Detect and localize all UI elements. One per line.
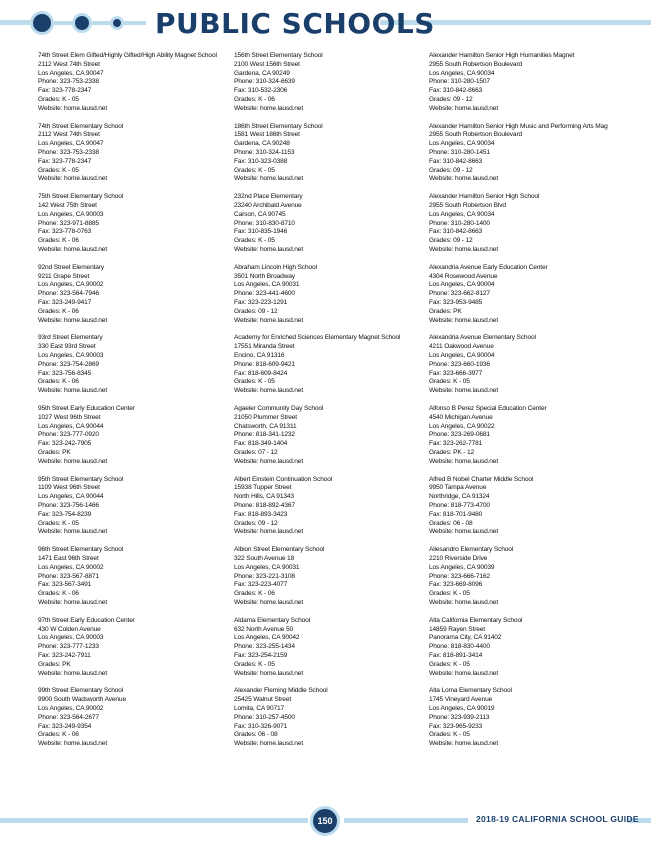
- school-name: 92nd Street Elementary: [38, 263, 104, 271]
- fax: Fax: 323-223-4077: [234, 581, 288, 589]
- school-name: 97th Street Early Education Center: [38, 616, 135, 624]
- school-entry: [234, 334, 434, 405]
- fax: Fax: 323-567-3491: [38, 581, 92, 589]
- street-address: 4211 Oakwood Avenue: [429, 343, 494, 351]
- school-entry: [429, 123, 629, 194]
- school-name: 232nd Place Elementary: [234, 193, 303, 201]
- school-entry: [234, 193, 434, 264]
- grades: Grades: PK - 12: [429, 448, 475, 456]
- grades: Grades: K - 05: [234, 237, 275, 245]
- grades: Grades: 09 - 12: [429, 237, 473, 245]
- fax: Fax: 323-249-9354: [38, 722, 92, 730]
- phone: Phone: 323-753-2338: [38, 78, 99, 86]
- street-address: 21050 Plummer Street: [234, 413, 297, 421]
- website: Website: home.lausd.net: [234, 669, 304, 677]
- phone: Phone: 310-280-1507: [429, 78, 490, 86]
- phone: Phone: 323-221-3108: [234, 572, 295, 580]
- street-address: 2955 South Robertson Boulevard: [429, 60, 523, 68]
- school-entry: [38, 687, 238, 758]
- city-state-zip: Carson, CA 90745: [234, 210, 286, 218]
- street-address: 15938 Tupper Street: [234, 484, 292, 492]
- school-name: Alfred B Nobel Charter Middle School: [429, 475, 534, 483]
- school-name: 95th Street Elementary School: [38, 475, 124, 483]
- street-address: 9950 Tampa Avenue: [429, 484, 487, 492]
- grades: Grades: K - 05: [234, 660, 275, 668]
- street-address: 2112 West 74th Street: [38, 131, 100, 139]
- fax: Fax: 310-532-2306: [234, 87, 288, 95]
- website: Website: home.lausd.net: [38, 175, 108, 183]
- website: Website: home.lausd.net: [38, 457, 108, 465]
- website: Website: home.lausd.net: [429, 387, 499, 395]
- phone: Phone: 323-753-2338: [38, 148, 99, 156]
- website: Website: home.lausd.net: [38, 104, 108, 112]
- city-state-zip: Los Angeles, CA 90031: [234, 281, 300, 289]
- fax: Fax: 310-326-9071: [234, 722, 288, 730]
- fax: Fax: 310-323-0388: [234, 157, 288, 165]
- school-name: Albert Einstein Continuation School: [234, 475, 333, 483]
- fax: Fax: 323-778-2347: [38, 157, 92, 165]
- phone: Phone: 323-777-0920: [38, 431, 99, 439]
- school-entry: [234, 546, 434, 617]
- street-address: 3501 North Broadway: [234, 272, 295, 280]
- grades: Grades: 06 - 08: [429, 519, 473, 527]
- website: Website: home.lausd.net: [429, 740, 499, 748]
- footer-rule-right: [344, 818, 468, 823]
- school-name: Alexander Hamilton Senior High Humanities Magnet: [429, 52, 575, 59]
- grades: Grades: K - 06: [234, 590, 275, 598]
- fax: Fax: 323-262-7781: [429, 440, 483, 448]
- city-state-zip: Los Angeles, CA 90042: [234, 634, 300, 642]
- school-entry: [429, 687, 629, 758]
- street-address: 2955 South Robertson Blvd: [429, 201, 506, 209]
- street-address: 330 East 93rd Street: [38, 343, 96, 351]
- phone: Phone: 323-971-8885: [38, 219, 99, 227]
- website: Website: home.lausd.net: [234, 740, 304, 748]
- city-state-zip: Gardena, CA 90248: [234, 140, 290, 148]
- city-state-zip: Los Angeles, CA 90031: [234, 563, 300, 571]
- footer-rule-left: [0, 818, 308, 823]
- street-address: 2100 West 156th Street: [234, 60, 300, 68]
- phone: Phone: 323-939-2113: [429, 713, 490, 721]
- grades: Grades: K - 05: [234, 166, 275, 174]
- phone: Phone: 310-830-8710: [234, 219, 295, 227]
- school-name: Alfonso B Perez Special Education Center: [429, 404, 547, 412]
- phone: Phone: 323-441-4600: [234, 290, 295, 298]
- website: Website: home.lausd.net: [234, 316, 304, 324]
- school-name: 99th Street Elementary School: [38, 687, 124, 695]
- grades: Grades: PK: [38, 448, 71, 456]
- fax: Fax: 323-669-8096: [429, 581, 483, 589]
- street-address: 322 South Avenue 18: [234, 554, 295, 562]
- school-name: Agaeler Community Day School: [234, 404, 324, 412]
- fax: Fax: 323-953-9485: [429, 298, 483, 306]
- school-name: 156th Street Elementary School: [234, 52, 323, 59]
- school-entry: [429, 193, 629, 264]
- grades: Grades: PK: [38, 660, 71, 668]
- phone: Phone: 323-756-1466: [38, 501, 99, 509]
- website: Website: home.lausd.net: [38, 669, 108, 677]
- school-entry: [234, 52, 434, 123]
- school-entry: [38, 123, 238, 194]
- school-name: Aliesandro Elementary School: [429, 546, 514, 554]
- street-address: 9211 Grape Street: [38, 272, 90, 280]
- grades: Grades: 09 - 12: [234, 519, 278, 527]
- phone: Phone: 323-777-1233: [38, 643, 99, 651]
- school-entry: [38, 334, 238, 405]
- website: Website: home.lausd.net: [429, 175, 499, 183]
- website: Website: home.lausd.net: [234, 598, 304, 606]
- school-name: Alta California Elementary School: [429, 616, 523, 624]
- city-state-zip: Chatsworth, CA 91311: [234, 422, 297, 430]
- school-name: 96th Street Elementary School: [38, 546, 124, 554]
- school-name: Alexandria Avenue Early Education Center: [429, 263, 548, 271]
- city-state-zip: Los Angeles, CA 90047: [38, 69, 104, 77]
- grades: Grades: K - 06: [38, 731, 79, 739]
- school-entry: [38, 264, 238, 335]
- street-address: 23240 Archibald Avenue: [234, 201, 302, 209]
- school-name: Alexander Hamilton Senior High Music and Performing Arts Mag: [429, 122, 608, 130]
- page-title: PUBLIC SCHOOLS: [155, 7, 435, 40]
- website: Website: home.lausd.net: [429, 669, 499, 677]
- fax: Fax: 310-835-1946: [234, 228, 288, 236]
- header-rule-mid: [54, 21, 146, 25]
- city-state-zip: Los Angeles, CA 90002: [38, 704, 104, 712]
- fax: Fax: 323-254-2159: [234, 651, 288, 659]
- phone: Phone: 323-754-2869: [38, 360, 99, 368]
- school-entry: [234, 405, 434, 476]
- school-entry: [429, 334, 629, 405]
- school-name: 74th Street Elem Gifted/Highly Gifted/High Ability Magnet School: [38, 52, 217, 59]
- city-state-zip: Los Angeles, CA 90003: [38, 351, 104, 359]
- street-address: 17551 Miranda Street: [234, 343, 295, 351]
- school-name: Alexander Hamilton Senior High School: [429, 193, 540, 201]
- phone: Phone: 323-564-2677: [38, 713, 99, 721]
- city-state-zip: Los Angeles, CA 90003: [38, 634, 104, 642]
- city-state-zip: Los Angeles, CA 90034: [429, 140, 495, 148]
- fax: Fax: 323-965-9233: [429, 722, 483, 730]
- school-entry: [429, 617, 629, 688]
- city-state-zip: Los Angeles, CA 90044: [38, 493, 104, 501]
- city-state-zip: Northridge, CA 91324: [429, 493, 490, 501]
- fax: Fax: 323-242-7911: [38, 651, 91, 659]
- fax: Fax: 818-891-3414: [429, 651, 483, 659]
- city-state-zip: Panorama City, CA 91402: [429, 634, 502, 642]
- grades: Grades: K - 06: [38, 590, 79, 598]
- school-entry: [234, 264, 434, 335]
- school-entry: [234, 123, 434, 194]
- street-address: 4540 Michigan Avenue: [429, 413, 493, 421]
- city-state-zip: Los Angeles, CA 90019: [429, 704, 495, 712]
- grades: Grades: K - 06: [38, 307, 79, 315]
- phone: Phone: 323-269-0681: [429, 431, 490, 439]
- fax: Fax: 323-249-9417: [38, 298, 92, 306]
- street-address: 142 West 75th Street: [38, 201, 97, 209]
- grades: Grades: K - 05: [38, 95, 79, 103]
- phone: Phone: 323-662-8127: [429, 290, 490, 298]
- city-state-zip: Los Angeles, CA 90002: [38, 563, 104, 571]
- phone: Phone: 818-609-9421: [234, 360, 295, 368]
- phone: Phone: 310-324-1153: [234, 148, 295, 156]
- grades: Grades: K - 06: [38, 378, 79, 386]
- school-name: Alta Loma Elementary School: [429, 687, 512, 695]
- school-entry: [429, 264, 629, 335]
- website: Website: home.lausd.net: [38, 598, 108, 606]
- school-entry: [234, 687, 434, 758]
- grades: Grades: PK: [429, 307, 462, 315]
- header-dot-small: [110, 16, 124, 30]
- city-state-zip: Los Angeles, CA 90004: [429, 281, 495, 289]
- street-address: 1745 Vineyard Avenue: [429, 696, 493, 704]
- fax: Fax: 310-842-8663: [429, 228, 483, 236]
- website: Website: home.lausd.net: [234, 104, 304, 112]
- fax: Fax: 818-701-9480: [429, 510, 483, 518]
- school-entry: [429, 52, 629, 123]
- city-state-zip: Los Angeles, CA 90047: [38, 140, 104, 148]
- grades: Grades: K - 06: [234, 95, 275, 103]
- city-state-zip: Los Angeles, CA 90022: [429, 422, 495, 430]
- street-address: 4304 Rosewood Avenue: [429, 272, 498, 280]
- grades: Grades: 06 - 08: [234, 731, 278, 739]
- website: Website: home.lausd.net: [234, 528, 304, 536]
- website: Website: home.lausd.net: [234, 387, 304, 395]
- website: Website: home.lausd.net: [38, 387, 108, 395]
- city-state-zip: Los Angeles, CA 90002: [38, 281, 104, 289]
- listing-column-3: [429, 52, 629, 758]
- street-address: 2955 South Robertson Boulevard: [429, 131, 523, 139]
- website: Website: home.lausd.net: [429, 316, 499, 324]
- street-address: 1581 West 186th Street: [234, 131, 300, 139]
- phone: Phone: 323-660-1936: [429, 360, 490, 368]
- school-name: 186th Street Elementary School: [234, 122, 323, 130]
- phone: Phone: 310-257-4500: [234, 713, 295, 721]
- listing-column-2: [234, 52, 434, 758]
- grades: Grades: 09 - 12: [429, 95, 473, 103]
- grades: Grades: K - 05: [429, 660, 470, 668]
- street-address: 1109 West 96th Street: [38, 484, 100, 492]
- fax: Fax: 323-756-8345: [38, 369, 92, 377]
- website: Website: home.lausd.net: [234, 175, 304, 183]
- phone: Phone: 310-324-6639: [234, 78, 295, 86]
- street-address: 9900 South Wadsworth Avenue: [38, 696, 126, 704]
- school-name: Abraham Lincoln High School: [234, 263, 317, 271]
- school-name: Aldama Elementary School: [234, 616, 310, 624]
- street-address: 1027 West 96th Street: [38, 413, 101, 421]
- city-state-zip: Los Angeles, CA 90039: [429, 563, 495, 571]
- grades: Grades: 09 - 12: [429, 166, 473, 174]
- website: Website: home.lausd.net: [429, 528, 499, 536]
- school-entry: [234, 476, 434, 547]
- website: Website: home.lausd.net: [38, 528, 108, 536]
- grades: Grades: 09 - 12: [234, 307, 278, 315]
- grades: Grades: 07 - 12: [234, 448, 278, 456]
- school-entry: [429, 405, 629, 476]
- website: Website: home.lausd.net: [38, 245, 108, 253]
- street-address: 14859 Rayen Street: [429, 625, 485, 633]
- school-entry: [38, 405, 238, 476]
- school-name: Alexander Fleming Middle School: [234, 687, 328, 695]
- phone: Phone: 818-892-4367: [234, 501, 295, 509]
- grades: Grades: K - 05: [429, 590, 470, 598]
- website: Website: home.lausd.net: [38, 316, 108, 324]
- school-name: 93rd Street Elementary: [38, 334, 103, 342]
- school-name: Academy for Enriched Sciences Elementary Magnet School: [234, 334, 401, 342]
- city-state-zip: Gardena, CA 90249: [234, 69, 290, 77]
- grades: Grades: K - 05: [38, 166, 79, 174]
- website: Website: home.lausd.net: [234, 457, 304, 465]
- school-name: Alexandria Avenue Elementary School: [429, 334, 536, 342]
- website: Website: home.lausd.net: [429, 457, 499, 465]
- phone: Phone: 818-830-4400: [429, 643, 490, 651]
- fax: Fax: 310-842-8663: [429, 87, 483, 95]
- phone: Phone: 323-564-7946: [38, 290, 99, 298]
- street-address: 2210 Riverside Drive: [429, 554, 488, 562]
- guide-title: 2018-19 CALIFORNIA SCHOOL GUIDE: [476, 814, 639, 824]
- fax: Fax: 323-754-8239: [38, 510, 92, 518]
- school-entry: [38, 193, 238, 264]
- city-state-zip: Los Angeles, CA 90004: [429, 351, 495, 359]
- website: Website: home.lausd.net: [429, 598, 499, 606]
- school-name: 74th Street Elementary School: [38, 122, 124, 130]
- school-name: 95th Street Early Education Center: [38, 404, 135, 412]
- city-state-zip: Los Angeles, CA 90003: [38, 210, 104, 218]
- school-entry: [429, 476, 629, 547]
- fax: Fax: 818-609-8424: [234, 369, 288, 377]
- school-entry: [234, 617, 434, 688]
- street-address: 2112 West 74th Street: [38, 60, 100, 68]
- city-state-zip: Los Angeles, CA 90044: [38, 422, 104, 430]
- fax: Fax: 323-242-7905: [38, 440, 92, 448]
- street-address: 1471 East 96th Street: [38, 554, 99, 562]
- school-entry: [38, 476, 238, 547]
- city-state-zip: Los Angeles, CA 90034: [429, 69, 495, 77]
- street-address: 430 W Colden Avenue: [38, 625, 101, 633]
- fax: Fax: 323-778-2347: [38, 87, 92, 95]
- website: Website: home.lausd.net: [38, 740, 108, 748]
- school-entry: [38, 52, 238, 123]
- street-address: 632 North Avenue 50: [234, 625, 293, 633]
- school-entry: [38, 546, 238, 617]
- grades: Grades: K - 05: [38, 519, 79, 527]
- fax: Fax: 323-778-0763: [38, 228, 92, 236]
- phone: Phone: 310-280-1400: [429, 219, 490, 227]
- website: Website: home.lausd.net: [429, 104, 499, 112]
- city-state-zip: Lomita, CA 90717: [234, 704, 285, 712]
- city-state-zip: North Hills, CA 91343: [234, 493, 294, 501]
- fax: Fax: 310-842-8663: [429, 157, 483, 165]
- grades: Grades: K - 05: [429, 378, 470, 386]
- header-rule-left: [0, 20, 30, 25]
- fax: Fax: 818-349-1404: [234, 440, 288, 448]
- website: Website: home.lausd.net: [429, 245, 499, 253]
- header-dot-large: [30, 11, 54, 35]
- school-entry: [38, 617, 238, 688]
- phone: Phone: 818-341-1232: [234, 431, 295, 439]
- street-address: 25425 Walnut Street: [234, 696, 292, 704]
- school-entry: [429, 546, 629, 617]
- phone: Phone: 310-280-1451: [429, 148, 490, 156]
- website: Website: home.lausd.net: [234, 245, 304, 253]
- phone: Phone: 323-666-7162: [429, 572, 490, 580]
- header-dot-medium: [72, 13, 92, 33]
- phone: Phone: 323-567-8871: [38, 572, 99, 580]
- page-number-badge: 150: [310, 806, 340, 836]
- grades: Grades: K - 06: [38, 237, 79, 245]
- listing-column-1: [38, 52, 238, 758]
- school-name: 75th Street Elementary School: [38, 193, 124, 201]
- grades: Grades: K - 05: [429, 731, 470, 739]
- city-state-zip: Encino, CA 91316: [234, 351, 285, 359]
- phone: Phone: 818-773-4700: [429, 501, 490, 509]
- city-state-zip: Los Angeles, CA 90034: [429, 210, 495, 218]
- fax: Fax: 323-666-3977: [429, 369, 483, 377]
- phone: Phone: 323-255-1434: [234, 643, 295, 651]
- fax: Fax: 323-223-1291: [234, 298, 288, 306]
- school-name: Albion Street Elementary School: [234, 546, 325, 554]
- grades: Grades: K - 05: [234, 378, 275, 386]
- fax: Fax: 818-893-3423: [234, 510, 288, 518]
